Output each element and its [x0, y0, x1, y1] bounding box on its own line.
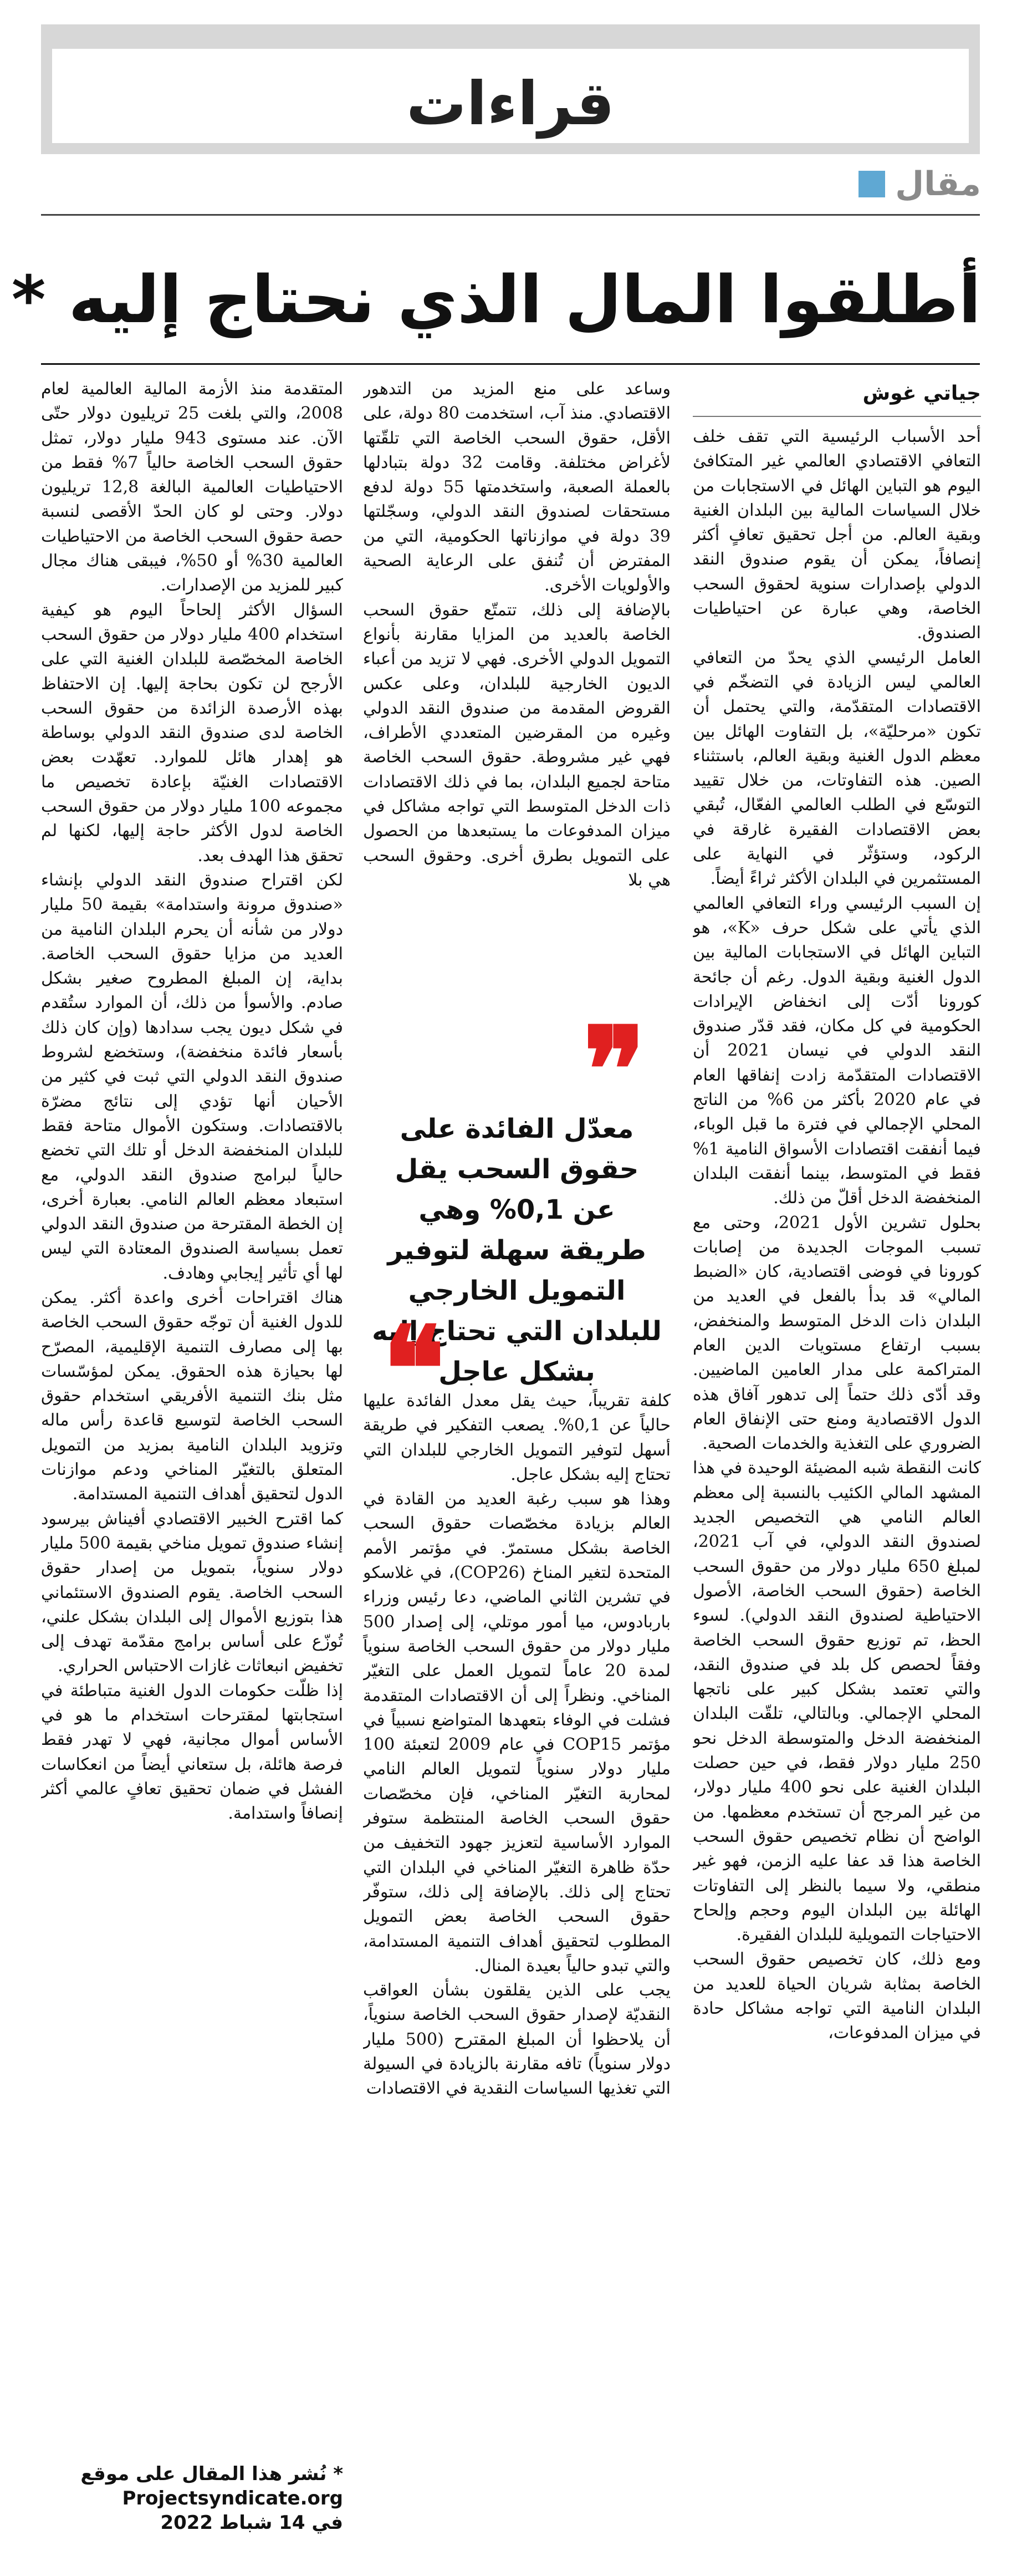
kicker-rule [41, 214, 980, 216]
byline-divider [693, 416, 981, 417]
paragraph: كانت النقطة شبه المضيئة الوحيدة في هذا المشهد المالي الكئيب بالنسبة إلى معظم العالم النامي هي التخصيص الجديد لصندوق النقد الدولي، في آب 2021، لمبلغ 650 مليار دولار من حقوق السحب الخاصة (حقوق السحب الخاصة، الأصول الاحتياطية لصندوق النقد الدولي). لسوء الحظ، تم توزيع حقوق السحب الخاصة وفقاً لحصص كل بلد في صندوق النقد، والتي تعتمد بشكل كبير على ناتجها المحلي الإجمالي. وبالتالي، تلقّت البلدان المنخفضة الدخل والمتوسطة الدخل نحو 250 مليار دولار فقط، في حين حصلت البلدان الغنية على نحو 400 مليار دولار، من غير المرجح أن تستخدم معظمها. من الواضح أن نظام تخصيص حقوق السحب الخاصة هذا قد عفا عليه الزمن، فهو غير منطقي، ولا سيما بالنظر إلى التفاوتات الهائلة بين البلدان اليوم وحجم وإلحاح الاحتياجات التمويلية للبلدان الفقيرة. [693, 1458, 981, 1945]
paragraph: وهذا هو سبب رغبة العديد من القادة في العالم بزيادة مخصّصات حقوق السحب الخاصة بشكل مستمرّ. في مؤتمر الأمم المتحدة لتغير المناخ (COP26)، في غلاسكو في تشرين الثاني الماضي، دعا رئيس وزراء باربادوس، ميا أمور موتلي، إلى إصدار 500 مليار دولار من حقوق السحب الخاصة سنوياً لمدة 20 عاماً لتمويل العمل على التغيّر المناخي. ونظراً إلى أن الاقتصادات المتقدمة فشلت في الوفاء بتعهدها المتواضع نسبياً في مؤتمر COP15 في عام 2009 لتعبئة 100 مليار دولار سنوياً لتمويل العالم النامي لمحاربة التغيّر المناخي، فإن مخصّصات حقوق السحب الخاصة المنتظمة ستوفر الموارد الأساسية لتعزيز جهود التخفيف من حدّة ظاهرة التغيّر المناخي في البلدان التي تحتاج إلى ذلك. بالإضافة إلى ذلك، ستوفّر حقوق السحب الخاصة بعض التمويل المطلوب لتحقيق أهداف التنمية المستدامة، والتي تبدو حالياً بعيدة المنال. [363, 1489, 671, 1976]
section-header-box [41, 49, 980, 154]
article-column-3 [41, 377, 343, 2567]
paragraph: السؤال الأكثر إلحاحاً اليوم هو كيفية استخدام 400 مليار دولار من حقوق السحب الخاصة المخصّصة للبلدان الغنية التي على الأرجح لن تكون بحاجة إليها. إن الاحتفاظ بهذه الأرصدة الزائدة من حقوق السحب الخاصة لدى صندوق النقد الدولي بوساطة هو إهدار هائل للموارد. تعهّدت بعض الاقتصادات الغنيّة بإعادة تخصيص ما مجموعه 100 مليار دولار من حقوق السحب الخاصة لدول الأكثر حاجة إليها، لكنها لم تحقق هذا الهدف بعد. [41, 600, 343, 866]
paragraph: هناك اقتراحات أخرى واعدة أكثر. يمكن للدول الغنية أن توجّه حقوق السحب الخاصة بها إلى مصارف التنمية الإقليمية، المصرّح لها بحيازة هذه الحقوق. يمكن لمؤسّسات مثل بنك التنمية الأفريقي استخدام حقوق السحب الخاصة لتوسيع قاعدة رأس ماله وتزويد البلدان النامية بمزيد من التمويل المتعلق بالتغيّر المناخي ودعم موازنات الدول لتحقيق أهداف التنمية المستدامة. [41, 1287, 343, 1504]
publication-footnote [41, 2462, 343, 2535]
pull-quote [366, 1001, 668, 1438]
paragraph: كما اقترح الخبير الاقتصادي أفيناش بيرسود إنشاء صندوق تمويل مناخي بقيمة 500 مليار دولار سنوياً، بتمويل من إصدار حقوق السحب الخاصة. يقوم الصندوق الاستئماني هذا بتوزيع الأموال إلى البلدان بشكل علني، تُوزّع على أساس برامج مقدّمة تهدف إلى تخفيض انبعاثات غازات الاحتباس الحراري. [41, 1509, 343, 1676]
open-quote-icon: ❞ [583, 1001, 646, 1138]
column-1-body [693, 425, 981, 2046]
paragraph: بحلول تشرين الأول 2021، وحتى مع تسبب الموجات الجديدة من إصابات كورونا في فوضى اقتصادية، كان «الضبط المالي» قد بدأ بالفعل في العديد من البلدان ذات الدخل المتوسط والمنخفض، بسبب ارتفاع مستويات الدين العام المتراكمة على مدار العامين الماضيين. وقد أدّى ذلك حتماً إلى تدهور آفاق هذه الدول الاقتصادية ومنع حتى الإنفاق العام الضروري على التغذية والخدمات الصحية. [693, 1213, 981, 1454]
headline-rule [41, 363, 980, 365]
footnote-line-3: في 14 شباط 2022 [160, 2512, 343, 2534]
article-column-2-top [363, 377, 671, 1009]
paragraph: إن السبب الرئيسي وراء التعافي العالمي الذي يأتي على شكل حرف «K»، هو التباين الهائل في الاستجابات المالية بين الدول الغنية وبقية الدول. رغم أن جائحة كورونا أدّت إلى انخفاض الإيرادات الحكومية في كل مكان، فقد قدّر صندوق النقد الدولي في نيسان 2021 أن الاقتصادات المتقدّمة زادت إنفاقها العام في عام 2020 بأكثر من 6% من الناتج المحلي الإجمالي في فترة ما قبل الوباء، فيما أنفقت اقتصادات الأسواق النامية 1% فقط في المتوسط، بينما أنفقت البلدان المنخفضة الدخل أقلّ من ذلك. [693, 893, 981, 1208]
kicker-square-icon [859, 171, 885, 197]
paragraph: أحد الأسباب الرئيسية التي تقف خلف التعافي الاقتصادي العالمي غير المتكافئ اليوم هو التباين الهائل في الاستجابات من خلال السياسات المالية بين البلدان الغنية وبقية العالم. من أجل تحقيق تعافٍ أكثر إنصافاً، يمكن أن يقوم صندوق النقد الدولي بإصدارات سنوية لحقوق السحب الخاصة، وهي عبارة عن احتياطيات الصندوق. [693, 427, 981, 643]
kicker-label: مقال [895, 165, 981, 203]
pull-quote-text: معدّل الفائدة على حقوق السحب يقل عن 0,1% وهي طريقة سهلة لتوفير التمويل الخارجي للبلدان التي تحتاج إليه بشكل عاجل [372, 1113, 662, 1387]
close-quote-icon: ❝ [382, 1301, 445, 1438]
footnote-line-1: * نُشر هذا المقال على موقع [80, 2463, 343, 2485]
paragraph: كلفة تقريباً، حيث يقل معدل الفائدة عليها حالياً عن 0,1%. يصعب التفكير في طريقة أسهل لتوفير التمويل الخارجي للبلدان التي تحتاج إليه بشكل عاجل. [363, 1391, 671, 1484]
paragraph: المتقدمة منذ الأزمة المالية العالمية لعام 2008، والتي بلغت 25 تريليون دولار حتّى الآن. عند مستوى 943 مليار دولار، تمثل حقوق السحب الخاصة حالياً 7% فقط من الاحتياطيات العالمية البالغة 12,8 تريليون دولار. وحتى لو كان الحدّ الأقصى لنسبة حصة حقوق السحب الخاصة من الاحتياطيات العالمية 30% أو 50%، فيبقى هناك مجال كبير للمزيد من الإصدارات. [41, 379, 343, 595]
column-3-body [41, 377, 343, 1826]
paragraph: يجب على الذين يقلقون بشأن العواقب النقديّة لإصدار حقوق السحب الخاصة سنوياً، أن يلاحظوا أن المبلغ المقترح (500 مليار دولار سنوياً) تافه مقارنة بالزيادة في السيولة التي تغذيها السياسات النقدية في الاقتصادات [363, 1981, 671, 2099]
paragraph: العامل الرئيسي الذي يحدّ من التعافي العالمي ليس الزيادة في التضخّم في الاقتصادات المتقدّمة، والتي يحتمل أن تكون «مرحليّة»، بل التفاوت الهائل بين معظم الدول الغنية وبقية العالم، باستثناء الصين. هذه التفاوتات، من خلال تقييد التوسّع في الطلب العالمي الفعّال، تُبقي بعض الاقتصادات الفقيرة غارقة في الركود، وستؤثّر في النهاية على المستثمرين في البلدان الأكثر ثراءً أيضاً. [693, 648, 981, 889]
author-byline: جياتي غوش [862, 382, 981, 405]
paragraph: وساعد على منع المزيد من التدهور الاقتصادي. منذ آب، استخدمت 80 دولة، على الأقل، حقوق السحب الخاصة التي تلقّتها لأغراض مختلفة. وقامت 32 دولة بتبادلها بالعملة الصعبة، واستخدمتها 55 دولة لدفع مستحقات لصندوق النقد الدولي، وسجّلتها 39 دولة في موازناتها الحكومية، التي من المفترض أن تُنفق على الرعاية الصحية والأولويات الأخرى. [363, 379, 671, 595]
column-2-top-body [363, 377, 671, 893]
section-title: قراءات [406, 69, 615, 139]
paragraph: بالإضافة إلى ذلك، تتمتّع حقوق السحب الخاصة بالعديد من المزايا مقارنة بأنواع التمويل الدولي الأخرى. فهي لا تزيد من أعباء الديون الخارجية للبلدان، وعلى عكس القروض المقدمة من صندوق النقد الدولي وغيره من المقرضين المتعددي الأطراف، فهي غير مشروطة. حقوق السحب الخاصة متاحة لجميع البلدان، بما في ذلك الاقتصادات ذات الدخل المتوسط التي تواجه مشاكل في ميزان المدفوعات ما يستبعدها من الحصول على التمويل بطرق أخرى. وحقوق السحب هي بلا [363, 600, 671, 890]
article-column-2-bottom [363, 1389, 671, 2539]
article-column-1 [693, 377, 981, 2539]
top-gray-bar [41, 24, 980, 49]
footnote-line-2: Projectsyndicate.org [122, 2487, 343, 2509]
kicker-row [859, 167, 981, 201]
column-2-bottom-body [363, 1389, 671, 2101]
article-headline: أطلقوا المال الذي نحتاج إليه * [11, 261, 981, 338]
paragraph: إذا ظلّت حكومات الدول الغنية متباطئة في استجابتها لمقترحات استخدام ما هو في الأساس أموال مجانية، فهي لا تهدر فقط فرصة هائلة، بل ستعاني أيضاً من انعكاسات الفشل في ضمان تحقيق تعافٍ عالمي أكثر إنصافاً واستدامة. [41, 1681, 343, 1824]
paragraph: لكن اقتراح صندوق النقد الدولي بإنشاء «صندوق مرونة واستدامة» بقيمة 50 مليار دولار من شأنه أن يحرم البلدان النامية من العديد من مزايا حقوق السحب الخاصة. بداية، إن المبلغ المطروح صغير بشكل صادم. والأسوأ من ذلك، أن الموارد ستُقدم في شكل ديون يجب سدادها (وإن كان ذلك بأسعار فائدة منخفضة)، وستخضع لشروط صندوق النقد الدولي التي ثبت في كثير من الأحيان أنها تؤدي إلى نتائج مضرّة بالاقتصادات. وستكون الأموال متاحة فقط للبلدان المنخفضة الدخل أو تلك التي تخضع حالياً لبرامج صندوق النقد الدولي، مع استبعاد معظم العالم النامي. بعبارة أخرى، إن الخطة المقترحة من صندوق النقد الدولي تعمل بسياسة الصندوق المعتادة التي ليس لها أي تأثير إيجابي وهادف. [41, 870, 343, 1283]
paragraph: ومع ذلك، كان تخصيص حقوق السحب الخاصة بمثابة شريان الحياة للعديد من البلدان النامية التي تواجه مشاكل حادة في ميزان المدفوعات، [693, 1949, 981, 2043]
